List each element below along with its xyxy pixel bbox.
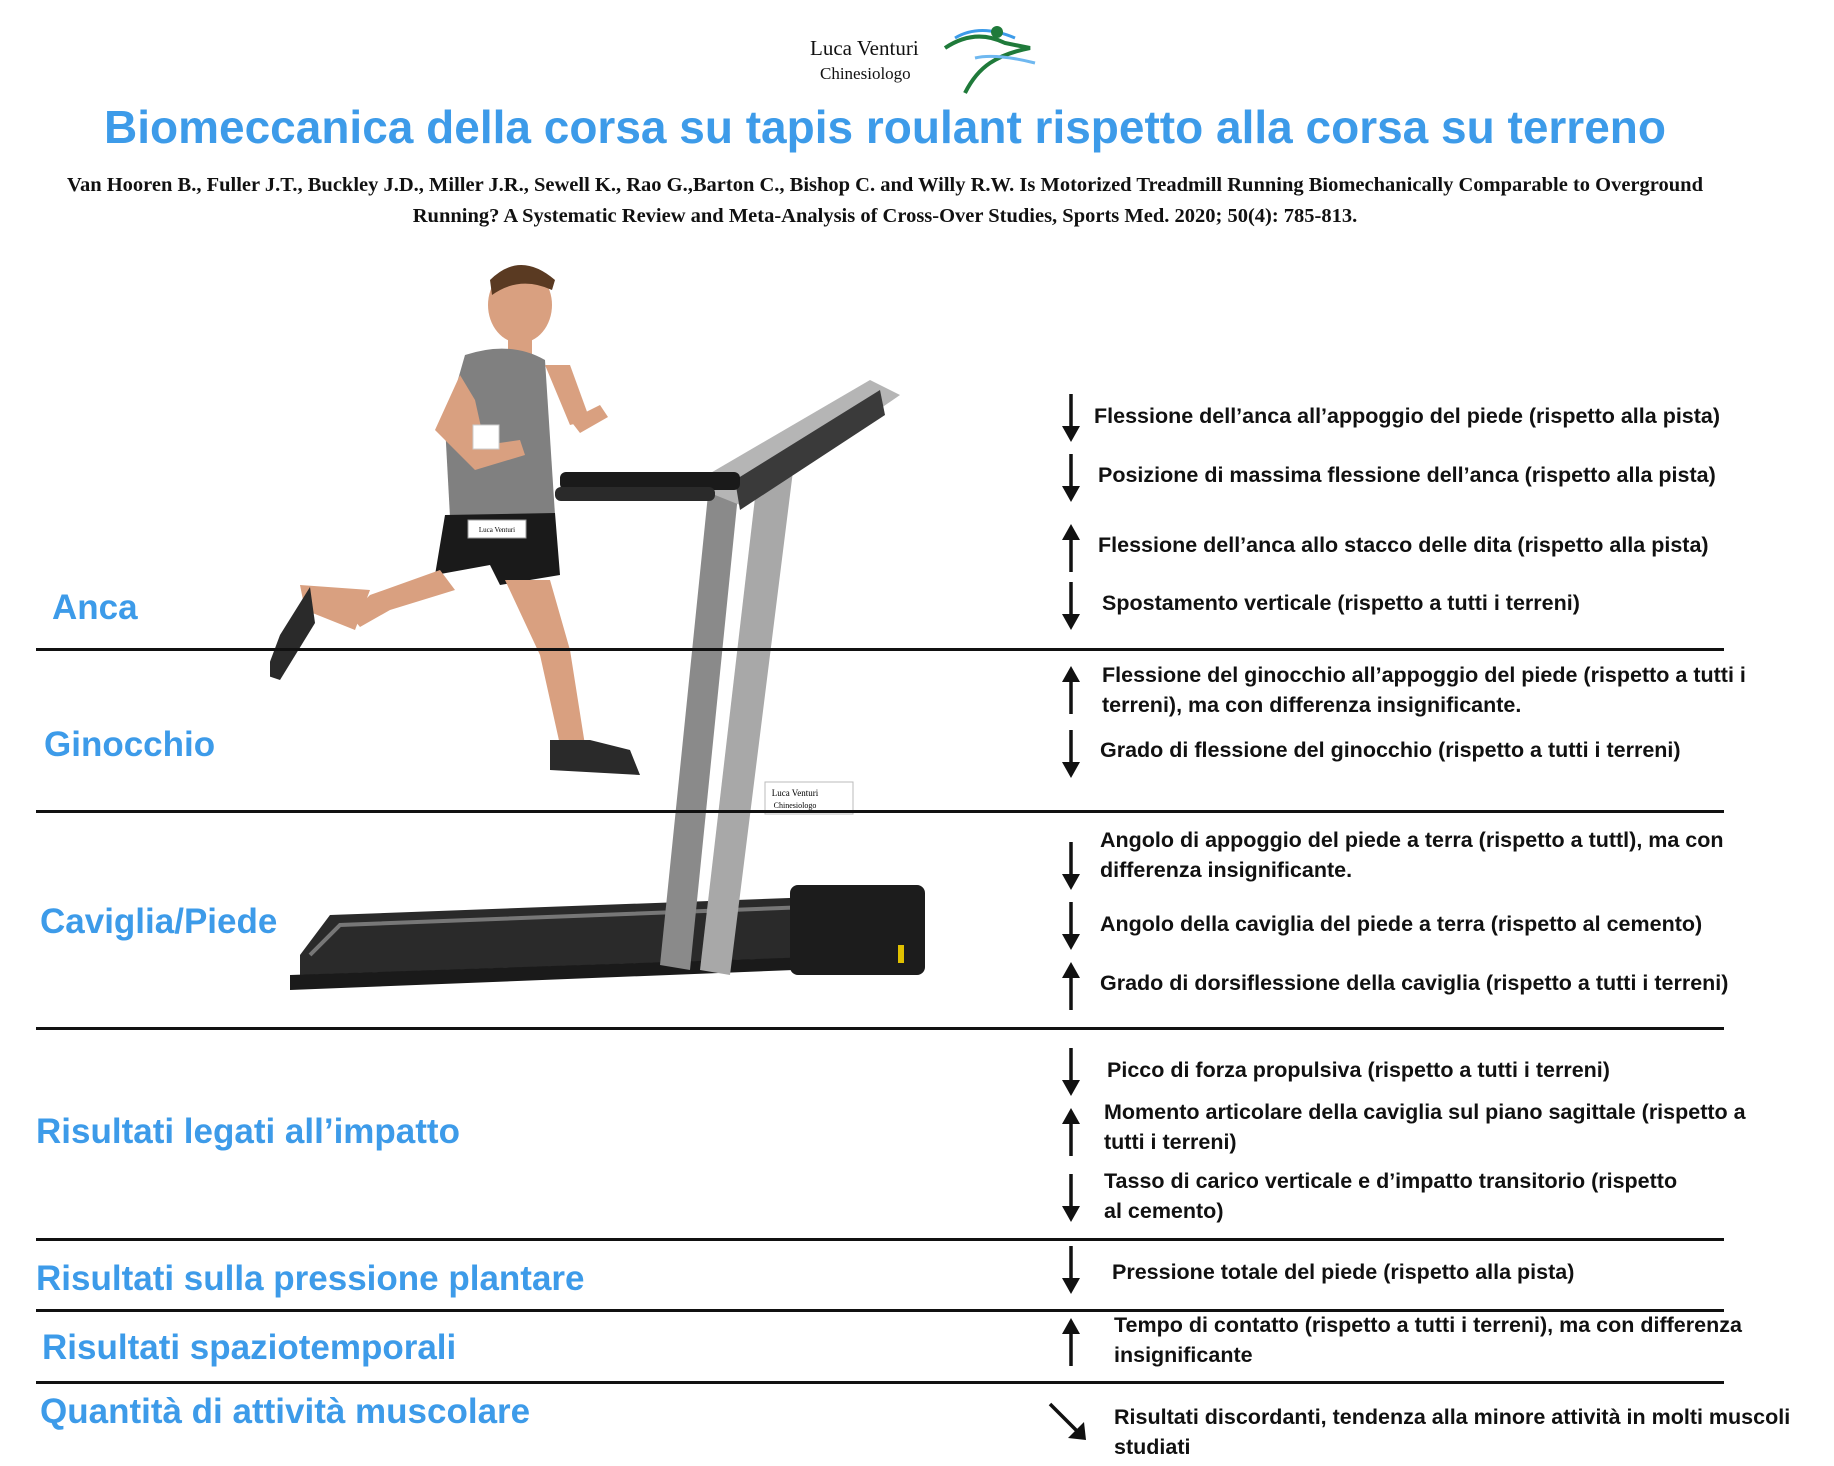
effect-text: Flessione dell’anca all’appoggio del piede (rispetto alla pista)	[1094, 404, 1721, 428]
brand-logo	[790, 18, 1050, 100]
arrow-down-icon	[1060, 840, 1082, 892]
effect-text: Pressione totale del piede (rispetto alla pista)	[1112, 1260, 1575, 1284]
arrow-down-icon	[1060, 392, 1082, 444]
effect-text: Flessione dell’anca allo stacco delle dita (rispetto alla pista)	[1098, 533, 1709, 557]
arrow-up-icon	[1060, 664, 1082, 716]
section-divider	[36, 810, 1724, 813]
logo-subtitle: Chinesiologo	[820, 64, 911, 83]
arrow-up-icon	[1060, 522, 1082, 574]
runner-treadmill-illustration	[270, 255, 1050, 1025]
logo-name: Luca Venturi	[810, 36, 919, 60]
runner	[270, 265, 640, 775]
treadmill-logo-name: Luca Venturi	[771, 788, 819, 798]
page-title: Biomeccanica della corsa su tapis roulant rispetto alla corsa su terreno	[103, 101, 1666, 153]
section-divider	[36, 1381, 1724, 1384]
treadmill	[290, 380, 925, 990]
motor-housing	[790, 885, 925, 975]
effect-text: Risultati discordanti, tendenza alla minore attività in molti muscoli studiati	[1114, 1405, 1791, 1459]
arrow-up-icon	[1060, 960, 1082, 1012]
category-spaziotemporali: Risultati spaziotemporali	[42, 1328, 457, 1367]
effect-text: Spostamento verticale (rispetto a tutti i terreni)	[1102, 591, 1580, 615]
section-divider	[36, 1027, 1724, 1030]
arrow-down-icon	[1060, 452, 1082, 504]
effect-text: Posizione di massima flessione dell’anca (rispetto alla pista)	[1098, 463, 1716, 487]
category-attivita-muscolare: Quantità di attività muscolare	[40, 1392, 531, 1431]
arrow-down-icon	[1060, 900, 1082, 952]
arrow-down-icon	[1060, 1046, 1082, 1098]
effect-text: Angolo della caviglia del piede a terra (rispetto al cemento)	[1100, 912, 1703, 936]
effect-text: Grado di dorsiflessione della caviglia (rispetto a tutti i terreni)	[1100, 971, 1729, 995]
effect-text: Tasso di carico verticale e d’impatto transitorio (rispetto al cemento)	[1104, 1169, 1678, 1223]
section-divider	[36, 1238, 1724, 1241]
arrow-down-icon	[1060, 580, 1082, 632]
shorts-logo-text: Luca Venturi	[478, 526, 516, 534]
arrow-down-icon	[1060, 1244, 1082, 1296]
effect-text: Angolo di appoggio del piede a terra (rispetto a tuttl), ma con differenza insignificante.	[1100, 828, 1724, 882]
arrow-up-icon	[1060, 1316, 1082, 1368]
runner-logo-icon	[935, 18, 1045, 98]
arrow-down-right-icon	[1046, 1400, 1090, 1444]
effect-text: Tempo di contatto (rispetto a tutti i terreni), ma con differenza insignificante	[1114, 1313, 1742, 1367]
effect-text: Momento articolare della caviglia sul piano sagittale (rispetto a tutti i terreni)	[1104, 1100, 1746, 1154]
category-pressione-plantare: Risultati sulla pressione plantare	[36, 1259, 585, 1298]
citation: Van Hooren B., Fuller J.T., Buckley J.D., Miller J.R., Sewell K., Rao G.,Barton C., Bishop C. and Willy R.W. Is Motorized Treadmill Running Biomechanically Comparable to Overground Running? A Systematic Review and Meta-Analysis of Cross-Over Studies, Sports Med. 2020; 50(4): 785-813.	[67, 174, 1703, 227]
treadmill-logo-subtitle: Chinesiologo	[773, 801, 817, 810]
category-caviglia-piede: Caviglia/Piede	[40, 902, 278, 941]
category-impatto: Risultati legati all’impatto	[36, 1112, 460, 1151]
arrow-down-icon	[1060, 728, 1082, 780]
arrow-down-icon	[1060, 1172, 1082, 1224]
effect-text: Grado di flessione del ginocchio (rispetto a tutti i terreni)	[1100, 738, 1681, 762]
arrow-up-icon	[1060, 1106, 1082, 1158]
section-divider	[36, 648, 1724, 651]
effect-text: Picco di forza propulsiva (rispetto a tutti i terreni)	[1107, 1058, 1610, 1082]
category-ginocchio: Ginocchio	[44, 725, 216, 764]
effect-text: Flessione del ginocchio all’appoggio del piede (rispetto a tutti i terreni), ma con differenza insignificante.	[1102, 663, 1746, 717]
category-anca: Anca	[52, 588, 138, 627]
